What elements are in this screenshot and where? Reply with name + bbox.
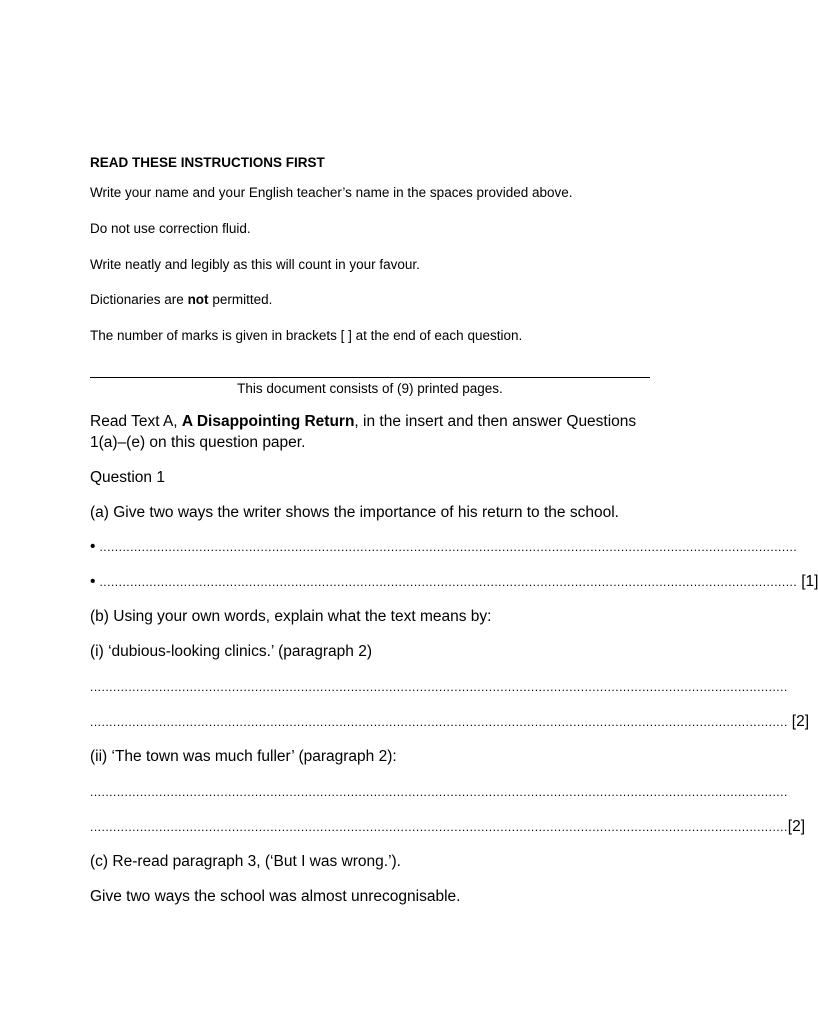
pages-note: This document consists of (9) printed pages. xyxy=(237,381,503,396)
dotted-answer-line: ...................................................................................................................................................................................... xyxy=(90,680,788,694)
dotted-answer-line: ...................................................................................................................................................................................... xyxy=(99,540,798,554)
question-a: (a) Give two ways the writer shows the importance of his return to the school. xyxy=(90,504,619,521)
answer-line-a2[interactable] xyxy=(90,573,818,591)
dotted-answer-line: ...................................................................................................................................................................................... xyxy=(99,575,798,589)
instruction-dictionaries-pre: Dictionaries are xyxy=(90,292,184,307)
intro-line-2: 1(a)–(e) on this question paper. xyxy=(90,434,306,451)
instruction-dictionaries-post: permitted. xyxy=(208,292,273,307)
answer-line-bii2[interactable] xyxy=(90,818,806,836)
instruction-name: Write your name and your English teacher’s name in the spaces provided above. xyxy=(90,185,573,200)
answer-line-bi2[interactable] xyxy=(90,713,810,731)
text-title: A Disappointing Return xyxy=(181,413,355,430)
answer-line-a1[interactable] xyxy=(90,538,798,556)
mark-b-ii: [2] xyxy=(787,818,806,835)
bullet-icon: • xyxy=(90,538,96,555)
instruction-marks: The number of marks is given in brackets [ ] at the end of each question. xyxy=(90,328,523,343)
mark-b-i: [2] xyxy=(791,713,810,730)
instruction-dictionaries-not: not xyxy=(187,292,209,307)
separator-rule xyxy=(90,377,650,378)
intro-line-1 xyxy=(90,413,636,431)
answer-line-bii1[interactable] xyxy=(90,783,788,801)
bullet-icon: • xyxy=(90,573,96,590)
question-c-prompt: Give two ways the school was almost unrecognisable. xyxy=(90,888,461,905)
dotted-answer-line: ...................................................................................................................................................................................... xyxy=(90,715,788,729)
instruction-neatness: Write neatly and legibly as this will count in your favour. xyxy=(90,257,420,272)
answer-line-bi1[interactable] xyxy=(90,678,788,696)
question-number: Question 1 xyxy=(90,469,165,486)
dotted-answer-line: ...................................................................................................................................................................................... xyxy=(90,820,788,834)
instruction-correction-fluid: Do not use correction fluid. xyxy=(90,221,251,236)
mark-a: [1] xyxy=(801,573,818,590)
dotted-answer-line: ...................................................................................................................................................................................... xyxy=(90,785,788,799)
question-c: (c) Re-read paragraph 3, (‘But I was wrong.’). xyxy=(90,853,401,870)
intro-pre: Read Text A, xyxy=(90,413,182,430)
instructions-heading: READ THESE INSTRUCTIONS FIRST xyxy=(90,155,325,170)
instruction-dictionaries xyxy=(90,292,272,307)
question-b-i: (i) ‘dubious-looking clinics.’ (paragraph 2) xyxy=(90,643,372,660)
question-b-ii: (ii) ‘The town was much fuller’ (paragraph 2): xyxy=(90,748,397,765)
intro-post: , in the insert and then answer Questions xyxy=(354,413,637,430)
question-b: (b) Using your own words, explain what the text means by: xyxy=(90,608,492,625)
